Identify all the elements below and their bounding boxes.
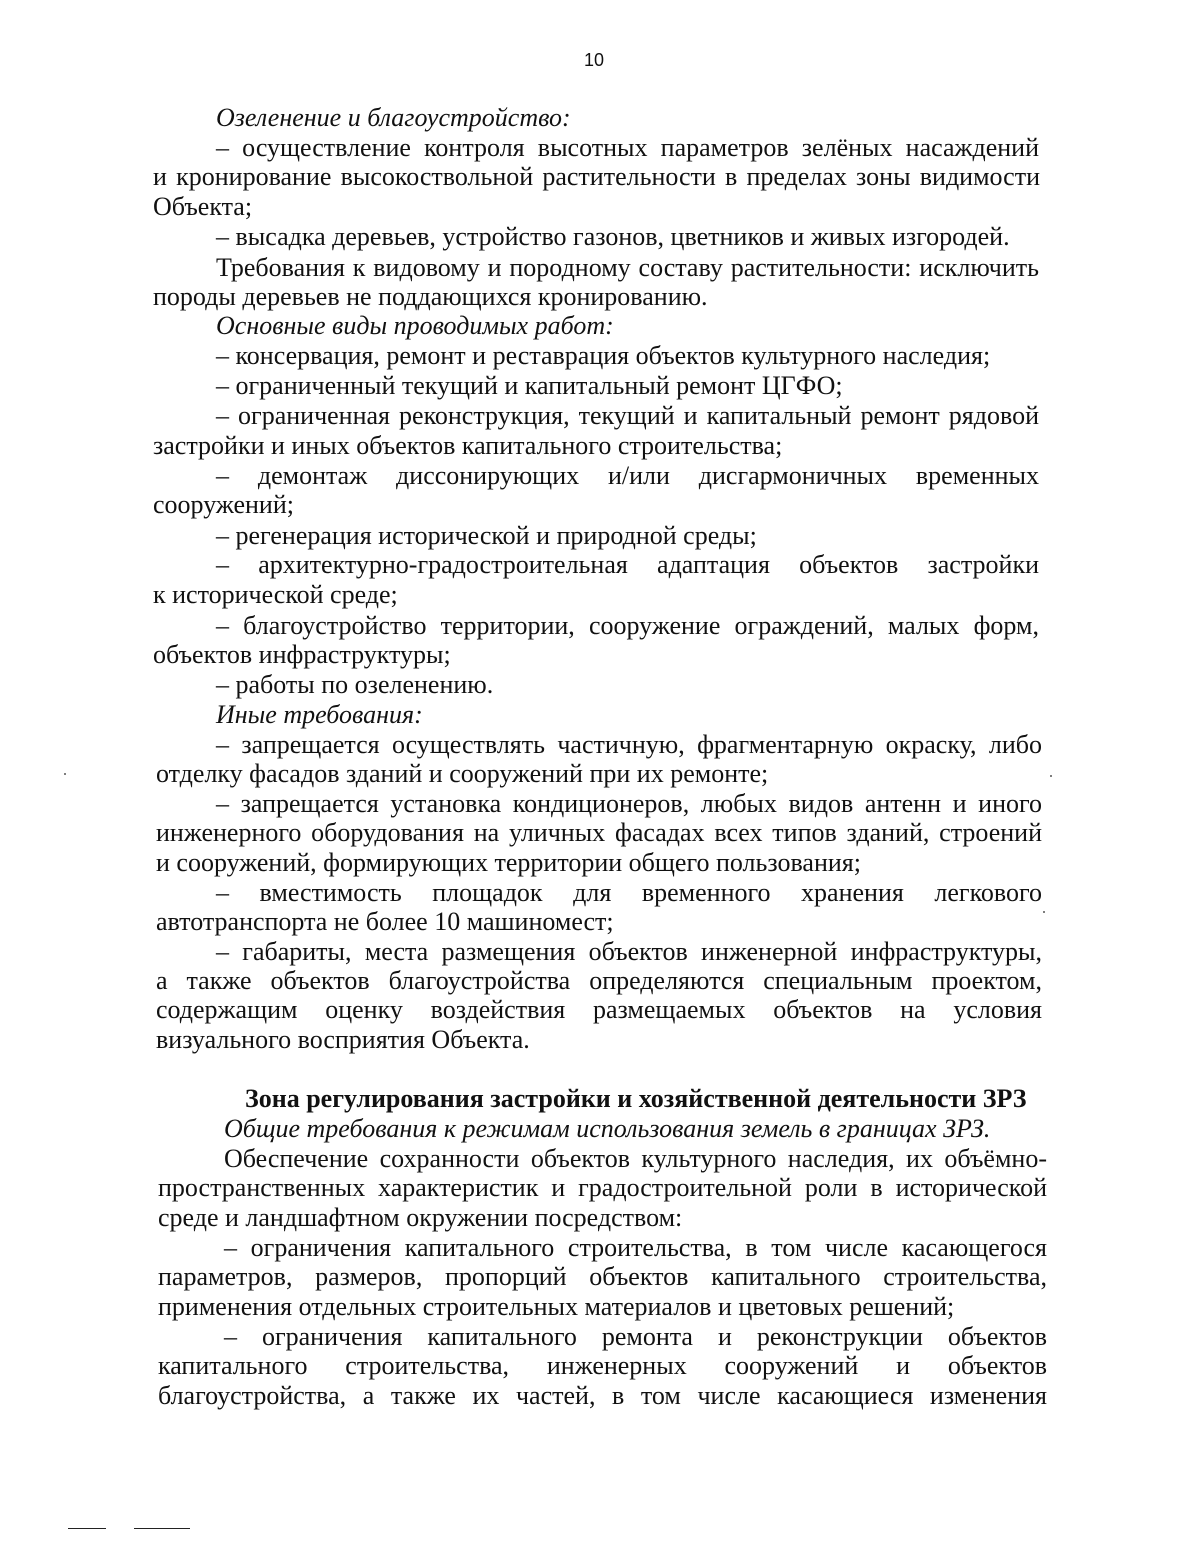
text-line: – ограничения капитального строительства, в том числе касающегося	[224, 1233, 1047, 1262]
text-line: инженерного оборудования на уличных фасадах всех типов зданий, строений	[156, 818, 1042, 847]
text-line: к исторической среде;	[153, 580, 398, 609]
text-line: и кронирование высокоствольной растительности в пределах зоны видимости	[153, 162, 1040, 191]
text-line: объектов инфраструктуры;	[153, 640, 451, 669]
section-heading: Озеленение и благоустройство:	[216, 103, 571, 132]
scan-speck	[64, 773, 66, 775]
text-line: – ограниченная реконструкция, текущий и капитальный ремонт рядовой	[216, 401, 1039, 430]
text-line: – высадка деревьев, устройство газонов, цветников и живых изгородей.	[216, 222, 1010, 251]
zone-title: Зона регулирования застройки и хозяйственной деятельности ЗРЗ	[245, 1084, 1027, 1113]
text-line: – благоустройство территории, сооружение ограждений, малых форм,	[216, 611, 1039, 640]
text-line: применения отдельных строительных материалов и цветовых решений;	[158, 1292, 955, 1321]
text-line: – консервация, ремонт и реставрация объектов культурного наследия;	[216, 341, 991, 370]
text-line: параметров, размеров, пропорций объектов капитального строительства,	[158, 1262, 1047, 1291]
text-line: автотранспорта не более 10 машиномест;	[156, 907, 614, 936]
text-line: и сооружений, формирующих территории общего пользования;	[156, 848, 861, 877]
text-line: породы деревьев не поддающихся кронированию.	[153, 282, 708, 311]
text-line: содержащим оценку воздействия размещаемых объектов на условия	[156, 995, 1042, 1024]
text-line: – ограниченный текущий и капитальный ремонт ЦГФО;	[216, 371, 843, 400]
text-line: капитального строительства, инженерных сооружений и объектов	[158, 1351, 1047, 1380]
text-line: Обеспечение сохранности объектов культурного наследия, их объёмно-	[224, 1144, 1047, 1173]
footer-rule-left	[68, 1528, 106, 1529]
text-line: – вместимость площадок для временного хранения легкового	[216, 878, 1042, 907]
text-line: – запрещается установка кондиционеров, любых видов антенн и иного	[216, 789, 1042, 818]
footer-rule-right	[134, 1528, 190, 1529]
text-line: пространственных характеристик и градостроительной роли в исторической	[158, 1173, 1047, 1202]
text-line: благоустройства, а также их частей, в том числе касающиеся изменения	[158, 1381, 1047, 1410]
text-line: – работы по озеленению.	[216, 670, 494, 699]
text-line: среде и ландшафтном окружении посредством:	[158, 1203, 683, 1232]
text-line: а также объектов благоустройства определяются специальным проектом,	[156, 966, 1042, 995]
text-line: отделку фасадов зданий и сооружений при их ремонте;	[156, 759, 769, 788]
text-line: визуального восприятия Объекта.	[156, 1025, 530, 1054]
text-line: – демонтаж диссонирующих и/или дисгармоничных временных	[216, 461, 1039, 490]
scan-speck	[1050, 775, 1052, 777]
text-line: Объекта;	[153, 192, 253, 221]
text-line: – архитектурно-градостроительная адаптация объектов застройки	[216, 550, 1039, 579]
text-line: – осуществление контроля высотных параметров зелёных насаждений	[216, 133, 1039, 162]
text-line: – регенерация исторической и природной среды;	[216, 521, 757, 550]
text-line: сооружений;	[153, 490, 294, 519]
page-number: 10	[583, 50, 605, 70]
text-line: застройки и иных объектов капитального строительства;	[153, 431, 783, 460]
text-line: Требования к видовому и породному составу растительности: исключить	[216, 253, 1039, 282]
text-line: – габариты, места размещения объектов инженерной инфраструктуры,	[216, 937, 1042, 966]
zone-subtitle: Общие требования к режимам использования земель в границах ЗРЗ.	[224, 1114, 991, 1143]
section-heading: Иные требования:	[216, 700, 423, 729]
text-line: – ограничения капитального ремонта и реконструкции объектов	[224, 1322, 1047, 1351]
scan-speck	[1043, 911, 1045, 913]
text-line: – запрещается осуществлять частичную, фрагментарную окраску, либо	[216, 730, 1042, 759]
section-heading: Основные виды проводимых работ:	[216, 311, 614, 340]
